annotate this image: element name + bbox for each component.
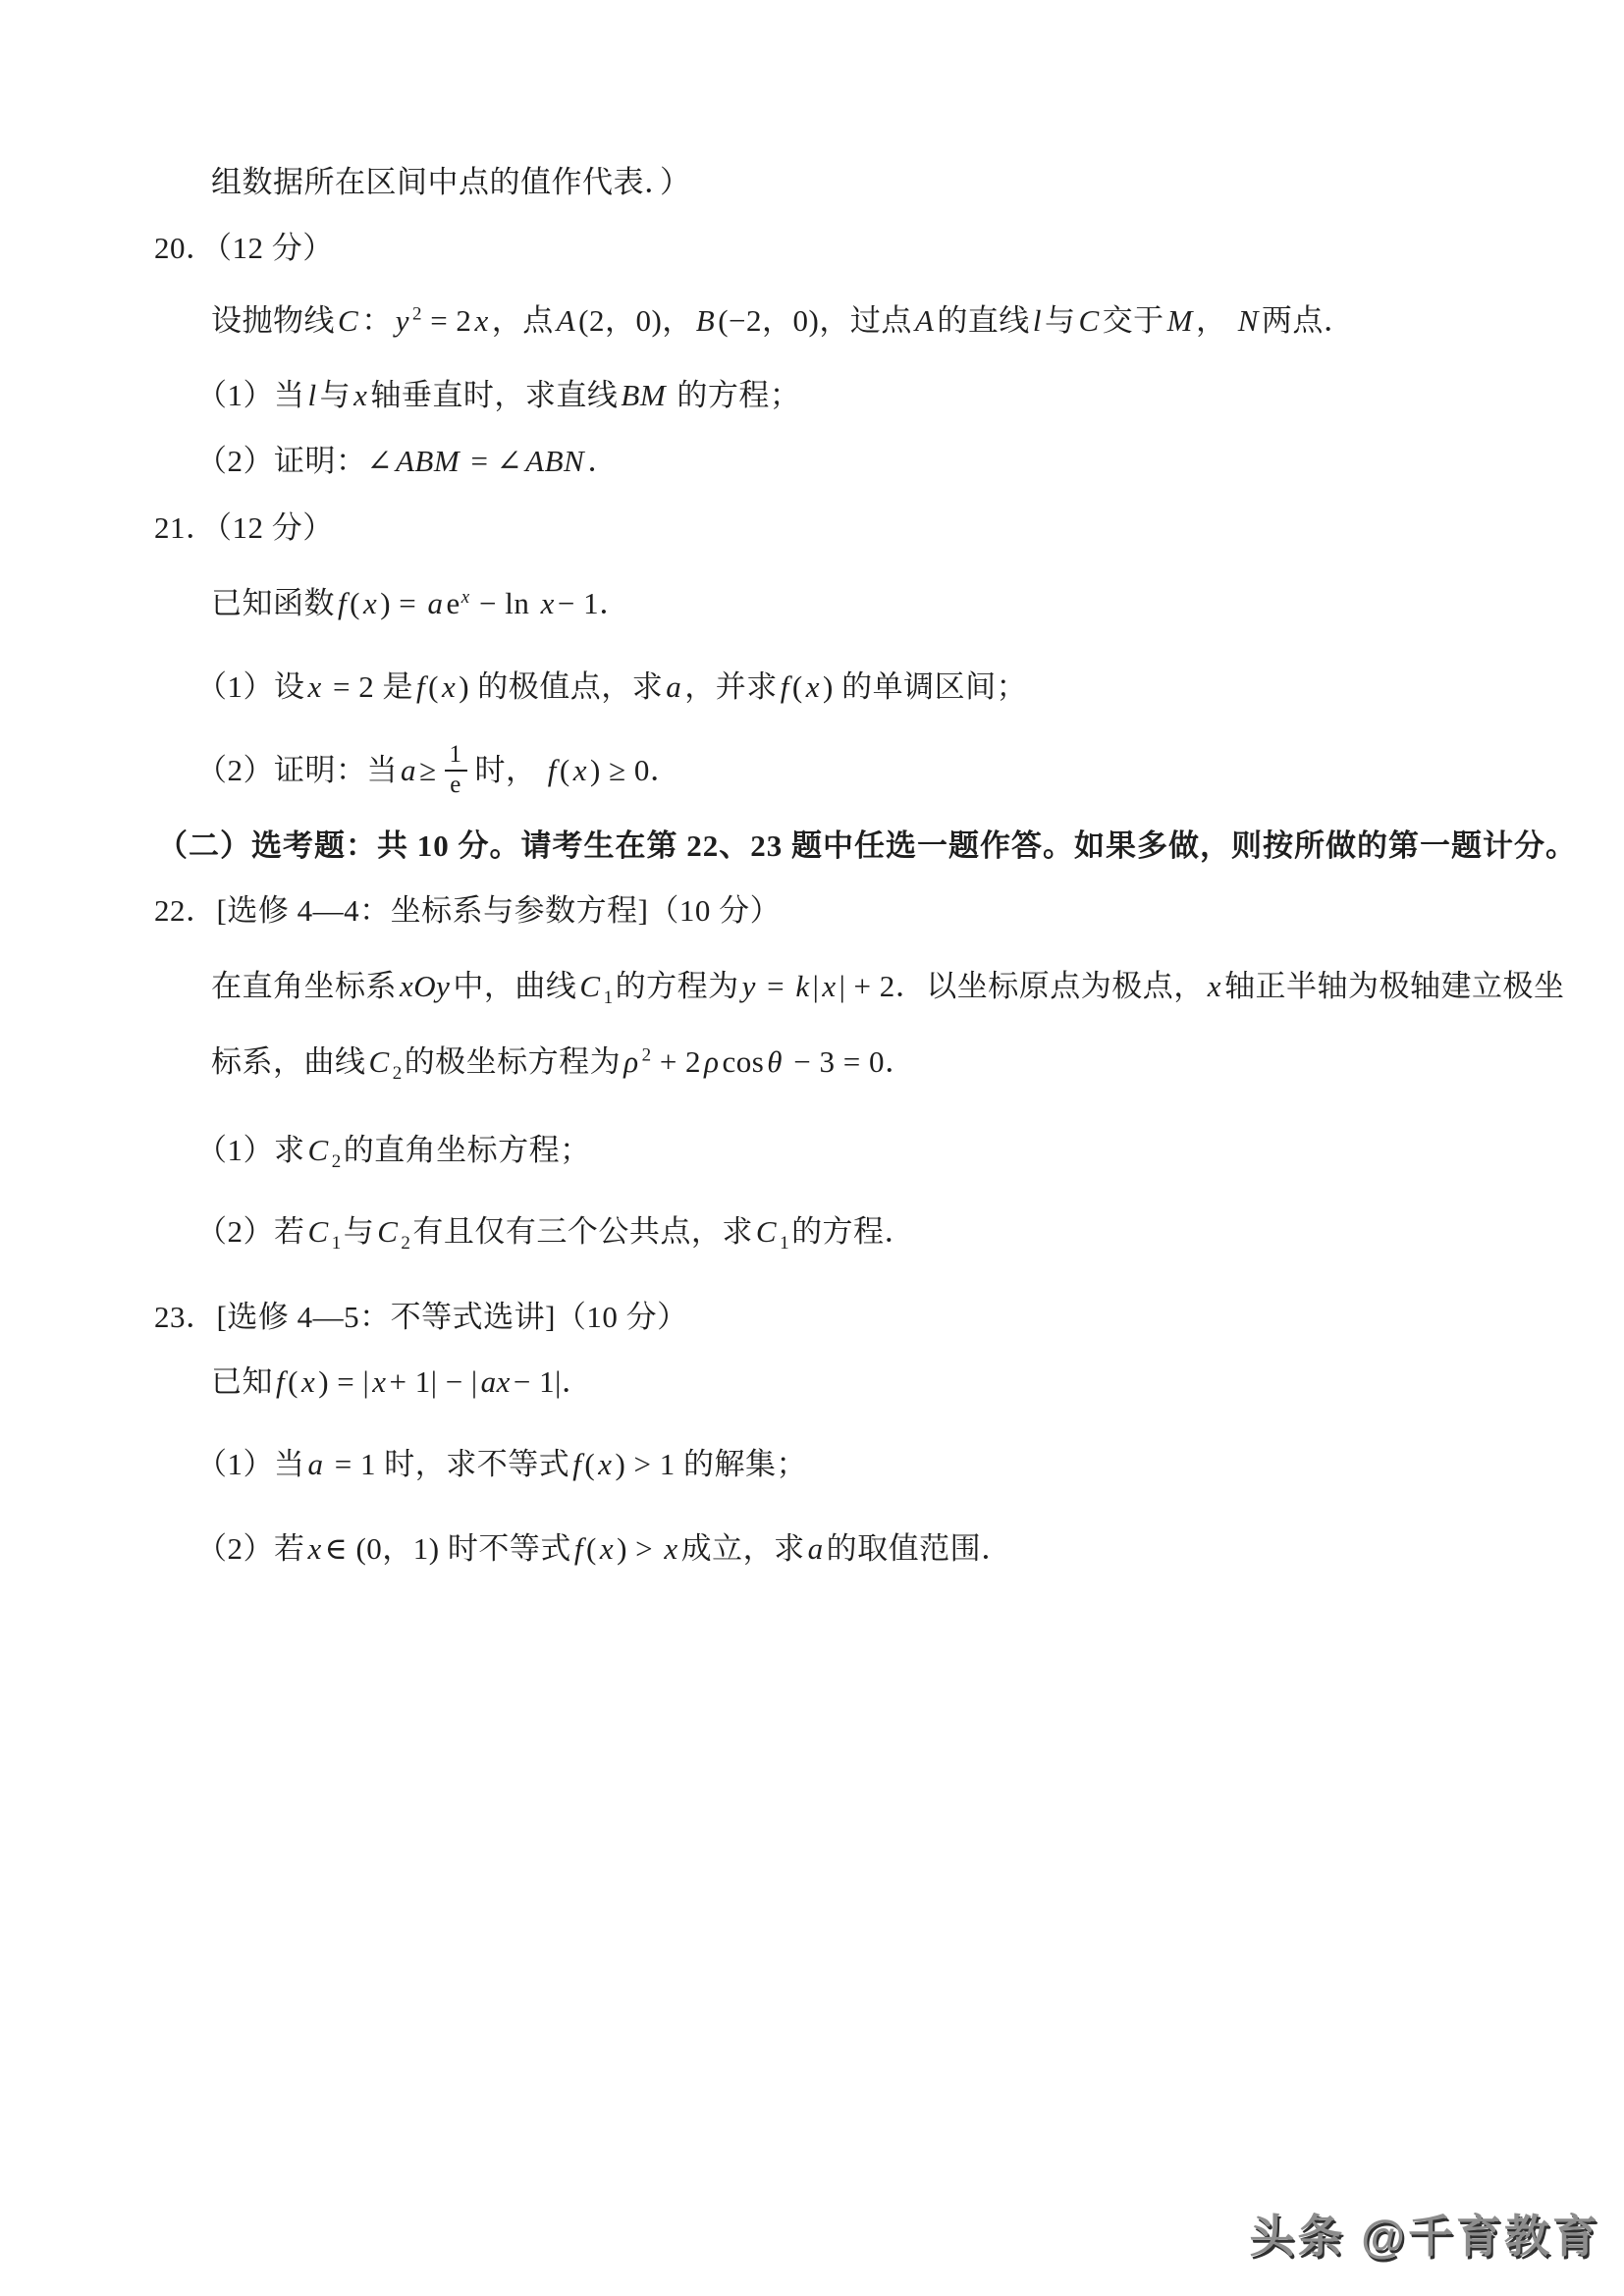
text-run: （1）求 xyxy=(196,1133,305,1167)
math-run: C xyxy=(1078,303,1100,338)
math-run: x xyxy=(300,1364,316,1399)
text-run: 交于 xyxy=(1102,303,1164,338)
text-run: ∈ (0，1) 时不等式 xyxy=(324,1531,571,1566)
text-run: + 2 xyxy=(651,1044,702,1079)
math-run: f xyxy=(338,586,348,620)
text-run: 与 xyxy=(343,1214,375,1249)
text-run: 20．（12 分） xyxy=(154,231,334,265)
math-run: C xyxy=(755,1214,778,1249)
math-run: BM xyxy=(621,378,667,412)
math-run: x xyxy=(307,1531,322,1566)
text-run: ) 的极值点，求 xyxy=(459,669,664,704)
math-run: x xyxy=(307,669,322,704)
math-run: a xyxy=(401,752,416,787)
fraction xyxy=(445,741,467,800)
q20-stem xyxy=(211,297,1354,345)
math-run: 2 xyxy=(641,1044,652,1066)
text-run: ( xyxy=(791,669,803,704)
math-run: 2 xyxy=(401,1233,411,1255)
math-run: x xyxy=(460,586,470,608)
text-run: 成立，求 xyxy=(680,1531,805,1566)
math-run: N xyxy=(1237,303,1259,338)
text-run: 的方程； xyxy=(669,378,801,412)
q22-part2 xyxy=(196,1208,915,1255)
text-run: ，点 xyxy=(491,303,554,338)
math-run: M xyxy=(1166,303,1193,338)
section2-header xyxy=(157,823,1577,870)
math-run: B xyxy=(695,303,716,338)
q21-part2 xyxy=(196,741,681,803)
q19-continuation-line xyxy=(211,159,691,206)
math-run: x xyxy=(474,303,489,338)
q21-number xyxy=(154,505,334,552)
text-run: e xyxy=(446,586,460,620)
text-run: = 1 时，求不等式 xyxy=(326,1447,570,1481)
q21-part1 xyxy=(196,664,1027,711)
q20-number xyxy=(154,225,334,272)
text-run: 的直线 xyxy=(937,303,1030,338)
math-run: a xyxy=(427,586,444,620)
text-run: 与 xyxy=(319,378,352,412)
text-run: 与 xyxy=(1044,303,1076,338)
math-run: f xyxy=(780,669,789,704)
math-run: k xyxy=(795,969,810,1003)
q22-part1 xyxy=(196,1127,591,1174)
math-run: xOy xyxy=(400,969,451,1003)
math-run: 2 xyxy=(392,1063,403,1085)
math-run: l xyxy=(307,378,317,412)
math-run: ABN xyxy=(525,444,585,478)
q21-stem xyxy=(211,580,630,627)
text-run: 在直角坐标系 xyxy=(211,969,397,1003)
math-run: C xyxy=(307,1133,329,1167)
text-run: 的极坐标方程为 xyxy=(404,1044,622,1079)
math-run: 1 xyxy=(331,1233,342,1255)
text-run: 有且仅有三个公共点，求 xyxy=(412,1214,753,1249)
text-run: 标系，曲线 xyxy=(211,1044,366,1079)
text-run: ) = xyxy=(380,586,425,620)
text-run: − ln xyxy=(470,586,538,620)
math-run: C xyxy=(307,1214,329,1249)
math-run: C xyxy=(338,303,359,338)
q22-stem-line1 xyxy=(211,963,1565,1010)
text-run: cos xyxy=(722,1044,765,1079)
text-run: 的取值范围． xyxy=(826,1531,1012,1566)
text-run: ) > xyxy=(617,1531,662,1566)
math-run: x xyxy=(540,586,555,620)
text-run: 已知函数 xyxy=(211,586,335,620)
math-run: ρ xyxy=(704,1044,720,1079)
q20-part1 xyxy=(196,372,800,419)
math-run: f xyxy=(416,669,426,704)
math-run: 2 xyxy=(331,1151,342,1173)
text-run: ) ≥ 0． xyxy=(589,752,681,787)
math-run: C xyxy=(368,1044,390,1079)
fraction-denominator: e xyxy=(450,771,461,798)
text-run: = 2 xyxy=(421,303,472,338)
text-run: ， xyxy=(1195,303,1235,338)
math-run: y xyxy=(395,303,409,338)
text-run: = ∠ xyxy=(462,444,523,478)
text-run: 已知 xyxy=(211,1364,273,1399)
math-run: x xyxy=(598,1447,613,1481)
math-run: x xyxy=(822,969,837,1003)
math-run: x xyxy=(441,669,457,704)
text-run: ，并求 xyxy=(684,669,778,704)
watermark: 头条 @千育教育 xyxy=(1249,2211,1600,2262)
text-run: − 1|． xyxy=(513,1364,593,1399)
text-run: 的方程为 xyxy=(615,969,739,1003)
math-run: f xyxy=(572,1447,582,1481)
text-run: = 2 是 xyxy=(324,669,413,704)
text-run: | xyxy=(812,969,820,1003)
text-run: （2）若 xyxy=(196,1531,305,1566)
text-run: 21．（12 分） xyxy=(154,510,334,545)
text-run: ． xyxy=(587,444,619,478)
q23-part1 xyxy=(196,1441,807,1488)
q22-stem-line2 xyxy=(211,1039,915,1086)
text-run: ( xyxy=(559,752,570,787)
q20-part2 xyxy=(196,438,619,485)
text-run: + 1| − | xyxy=(389,1364,478,1399)
text-run: ( xyxy=(584,1447,596,1481)
text-run: ( xyxy=(585,1531,597,1566)
text-run: （二）选考题：共 10 分。请考生在第 22、23 题中任选一题作答。如果多做，则按所做的第一题计分。 xyxy=(157,828,1577,863)
text-run: ( xyxy=(428,669,439,704)
math-run: x xyxy=(372,1364,387,1399)
q23-stem xyxy=(211,1359,592,1406)
text-run: − 3 = 0． xyxy=(785,1044,916,1079)
text-run: （1）当 xyxy=(196,1447,305,1481)
math-run: 1 xyxy=(603,988,614,1009)
math-run: x xyxy=(805,669,821,704)
math-run: A xyxy=(914,303,935,338)
text-run: 中，曲线 xyxy=(453,969,577,1003)
text-run: 的直角坐标方程； xyxy=(343,1133,591,1167)
math-run: θ xyxy=(767,1044,784,1079)
math-run: y xyxy=(741,969,756,1003)
text-run: 时， xyxy=(474,752,545,787)
fraction-numerator: 1 xyxy=(445,741,467,772)
text-run: ( xyxy=(288,1364,298,1399)
text-run: ) 的单调区间； xyxy=(823,669,1028,704)
math-run: ABM xyxy=(395,444,460,478)
math-run: f xyxy=(276,1364,286,1399)
text-run: 22．[选修 4—4：坐标系与参数方程]（10 分） xyxy=(154,893,782,928)
math-run: x xyxy=(572,752,587,787)
text-run: （1）当 xyxy=(196,378,305,412)
math-run: x xyxy=(1207,969,1222,1003)
math-run: x xyxy=(353,378,368,412)
math-run: A xyxy=(556,303,576,338)
text-run: ≥ xyxy=(419,752,437,787)
math-run: 1 xyxy=(780,1233,790,1255)
math-run: 2 xyxy=(411,303,422,325)
text-run: 的方程． xyxy=(791,1214,916,1249)
math-run: x xyxy=(664,1531,678,1566)
text-run: （2）若 xyxy=(196,1214,305,1249)
math-run: l xyxy=(1032,303,1042,338)
math-run: C xyxy=(377,1214,399,1249)
math-run: ax xyxy=(480,1364,511,1399)
math-run: f xyxy=(547,752,557,787)
text-run: 两点． xyxy=(1261,303,1355,338)
q23-header xyxy=(154,1294,688,1341)
math-run: a xyxy=(307,1447,324,1481)
math-run: a xyxy=(666,669,682,704)
text-run: ( xyxy=(350,586,360,620)
text-run: （2）证明：当 xyxy=(196,752,398,787)
text-run: ： xyxy=(361,303,393,338)
text-run: (−2，0)，过点 xyxy=(718,303,912,338)
text-run: 组数据所在区间中点的值作代表．） xyxy=(211,165,691,199)
text-run: （1）设 xyxy=(196,669,305,704)
text-run: 轴垂直时，求直线 xyxy=(370,378,619,412)
math-run: C xyxy=(579,969,601,1003)
text-run: 23．[选修 4—5：不等式选讲]（10 分） xyxy=(154,1300,688,1334)
text-run: 轴正半轴为极轴建立极坐 xyxy=(1224,969,1565,1003)
text-run: （2）证明：∠ xyxy=(196,444,393,478)
text-run: ) = | xyxy=(318,1364,370,1399)
math-run: f xyxy=(573,1531,583,1566)
math-run: ρ xyxy=(623,1044,639,1079)
math-run: a xyxy=(807,1531,824,1566)
text-run: | + 2．以坐标原点为极点， xyxy=(839,969,1205,1003)
text-run: = xyxy=(758,969,793,1003)
text-run: − 1． xyxy=(557,586,630,620)
math-run: x xyxy=(599,1531,615,1566)
q23-part2 xyxy=(196,1525,1012,1573)
text-run: ) > 1 的解集； xyxy=(615,1447,808,1481)
text-run: 设抛物线 xyxy=(211,303,335,338)
q22-header xyxy=(154,887,781,934)
math-run: x xyxy=(362,586,378,620)
text-run: (2，0)， xyxy=(578,303,693,338)
